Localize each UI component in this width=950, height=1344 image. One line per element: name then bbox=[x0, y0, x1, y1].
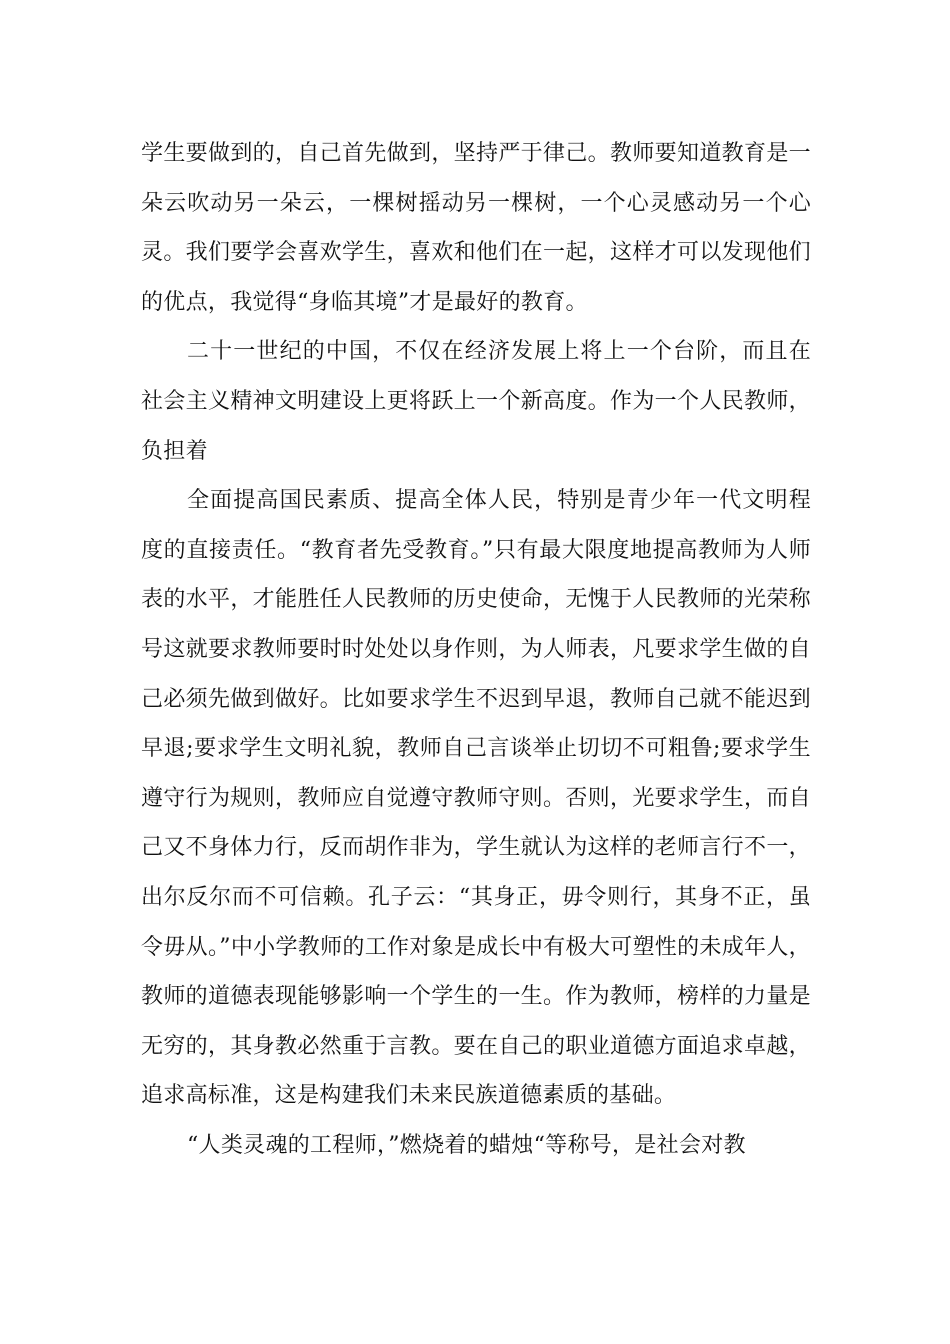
paragraph-4: “人类灵魂的工程师，”燃烧着的蜡烛“等称号，是社会对教 bbox=[187, 1132, 746, 1158]
paragraph-2: 二十一世纪的中国，不仅在经济发展上将上一个台阶，而且在社会主义精神文明建设上更将跃上一个新高度。作为一个人民教师，负担着 bbox=[141, 339, 811, 464]
paragraph-3: 全面提高国民素质、提高全体人民，特别是青少年一代文明程度的直接责任。“教育者先受教育。”只有最大限度地提高教师为人师表的水平，才能胜任人民教师的历史使命，无愧于人民教师的光荣称号这就要求教师要时时处处以身作则，为人师表，凡要求学生做的自己必须先做到做好。比如要求学生不迟到早退，教师自己就不能迟到早退;要求学生文明礼貌，教师自己言谈举止切切不可粗鲁;要求学生遵守行为规则，教师应自觉遵守教师守则。否则，光要求学生，而自己又不身体力行，反而胡作非为，学生就认为这样的老师言行不一，出尔反尔而不可信赖。孔子云：“其身正，毋令则行，其身不正，虽令毋从。”中小学教师的工作对象是成长中有极大可塑性的未成年人，教师的道德表现能够影响一个学生的一生。作为教师，榜样的力量是无穷的，其身教必然重于言教。要在自己的职业道德方面追求卓越，追求高标准，这是构建我们未来民族道德素质的基础。 bbox=[141, 488, 811, 1109]
paragraph-1: 学生要做到的，自己首先做到，坚持严于律己。教师要知道教育是一朵云吹动另一朵云，一棵树摇动另一棵树，一个心灵感动另一个心灵。我们要学会喜欢学生，喜欢和他们在一起，这样才可以发现他们的优点，我觉得“身临其境”才是最好的教育。 bbox=[141, 141, 811, 315]
document-body bbox=[141, 129, 811, 1170]
